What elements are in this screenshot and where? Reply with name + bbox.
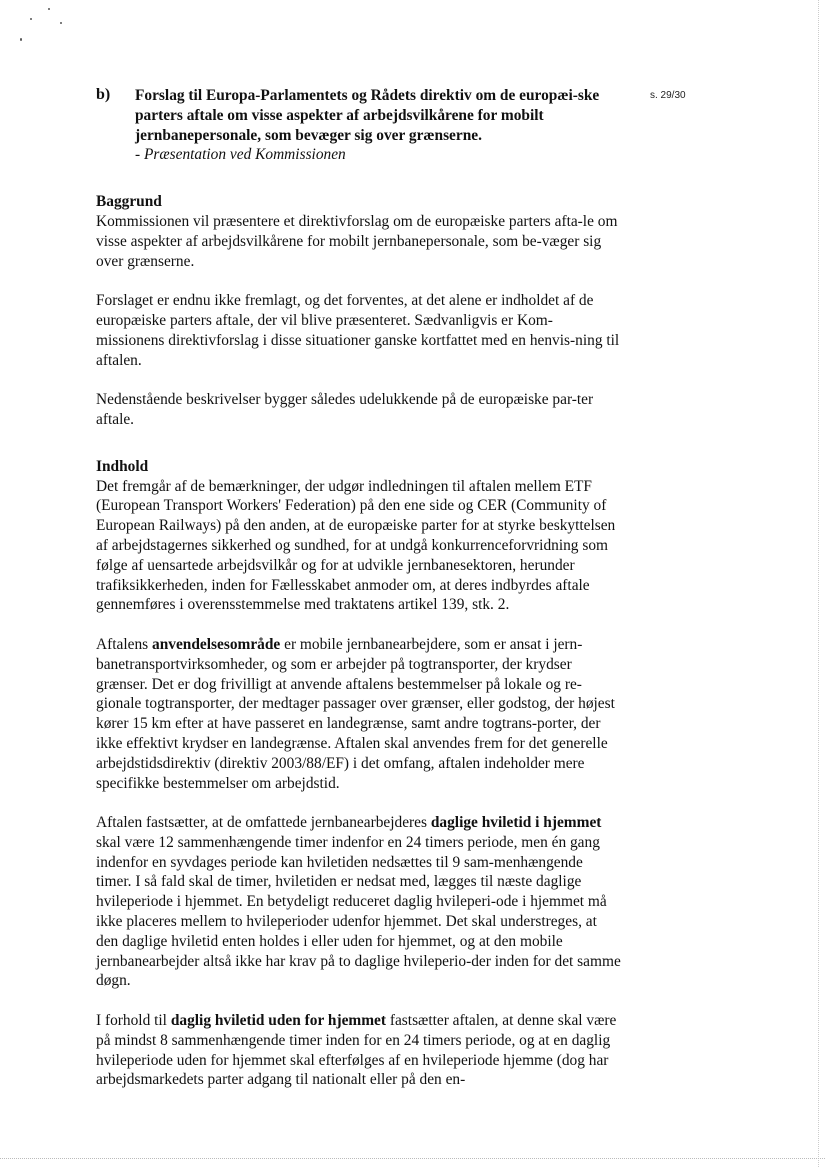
baggrund-paragraph: Kommissionen vil præsentere et direktivforslag om de europæiske parters afta-le om visse aspekter af arbejdsvilkårene for mobilt jernbanepersonale, som be-væger sig over grænserne.: [96, 212, 618, 270]
indhold-paragraph-scope: [96, 635, 621, 793]
document-body: [96, 86, 621, 1090]
text-run: I forhold til: [96, 1012, 171, 1030]
agenda-item-letter: b): [96, 86, 111, 103]
text-run: Aftalens: [96, 635, 152, 653]
indhold-paragraph-away-rest: [96, 1011, 621, 1090]
scan-speck: [60, 22, 62, 24]
agenda-title-block: [135, 86, 621, 165]
text-run: skal være 12 sammenhængende timer indenfor en 24 timers periode, men én gang indenfor en syvdages periode kan hviletiden nedsættes til 9 sam-menhængende timer. I så fald skal de timer, hviletiden er nedsat med, lægges til næste daglige hvileperiode i hjemmet. En betydeligt reduceret daglig hvileperi-ode i hjemmet må ikke placeres mellem to hvileperioder udenfor hjemmet. Det skal understreges, at den daglige hviletid enten holdes i eller uden for hjemmet, og at den mobile jernbanearbejder altså ikke har krav på to daglige hvileperio-der inden for det samme døgn.: [96, 833, 621, 990]
baggrund-paragraph: Forslaget er endnu ikke fremlagt, og det forventes, at det alene er indholdet af de europæiske parters aftale, der vil blive præsenteret. Sædvanligvis er Kom-missionens direktivforslag i disse situationer ganske kortfattet med en henvis-ning til aftalen.: [96, 292, 620, 369]
agenda-subtitle: - Præsentation ved Kommissionen: [135, 146, 346, 164]
scan-speck: [30, 18, 32, 20]
indhold-paragraph: Det fremgår af de bemærkninger, der udgør indledningen til aftalen mellem ETF (European Transport Workers' Federation) på den ene side og CER (Community of European Railways) på den anden, at de europæiske parter for at styrke beskyttelsen af arbejdstagernes sikkerhed og sundhed, for at undgå konkurrenceforvridning som følge af uensartede arbejdsvilkår og for at udvikle jernbanesektoren, herunder trafiksikkerheden, inden for Fællesskabet anmoder om, at deres indbyrdes aftale gennemføres i overensstemmelse med traktatens artikel 139, stk. 2.: [96, 477, 616, 614]
bold-term: daglige hviletid i hjemmet: [430, 814, 602, 832]
agenda-title: Forslag til Europa-Parlamentets og Rådets direktiv om de europæi-ske parters aftale om visse aspekter af arbejdsvilkårene for mobilt jernbanepersonale, som bevæger sig over grænserne.: [135, 87, 600, 144]
scan-right-edge: [818, 0, 820, 1167]
indhold-paragraph-home-rest: [96, 813, 621, 991]
scan-bottom-edge: [0, 1158, 825, 1160]
baggrund-paragraph: Nedenstående beskrivelser bygger således udelukkende på de europæiske par-ter aftale.: [96, 391, 594, 428]
text-run: Aftalen fastsætter, at de omfattede jernbanearbejderes: [96, 814, 431, 832]
bold-term: daglig hviletid uden for hjemmet: [170, 1012, 386, 1030]
page-number: s. 29/30: [650, 90, 686, 101]
bold-term: anvendelsesområde: [152, 635, 281, 653]
scan-speck: [20, 38, 22, 41]
section-heading-baggrund: Baggrund: [96, 193, 162, 211]
scan-speck: [48, 8, 50, 10]
text-run: fastsætter aftalen, at denne skal være på mindst 8 sammenhængende timer inden for en 24 timers periode, og at en daglig hvileperiode uden for hjemmet skal efterfølges af en hvileperiode hjemme (dog har arbejdsmarkedets parter adgang til nationalt eller på den en-: [96, 1012, 617, 1089]
text-run: er mobile jernbanearbejdere, som er ansat i jern-banetransportvirksomheder, og som er arbejder på togtransporter, der krydser grænser. Det er dog frivilligt at anvende aftalens bestemmelser på lokale og re-gionale togtransporter, der medtager passager over grænser, eller godstog, der højest kører 15 km efter at have passeret en landegrænse, samt andre togtrans-porter, der ikke effektivt krydser en landegrænse. Aftalen skal anvendes frem for det generelle arbejdstidsdirektiv (direktiv 2003/88/EF) i det omfang, aftalen indeholder mere specifikke bestemmelser om arbejdstid.: [96, 635, 615, 792]
section-heading-indhold: Indhold: [96, 457, 149, 475]
